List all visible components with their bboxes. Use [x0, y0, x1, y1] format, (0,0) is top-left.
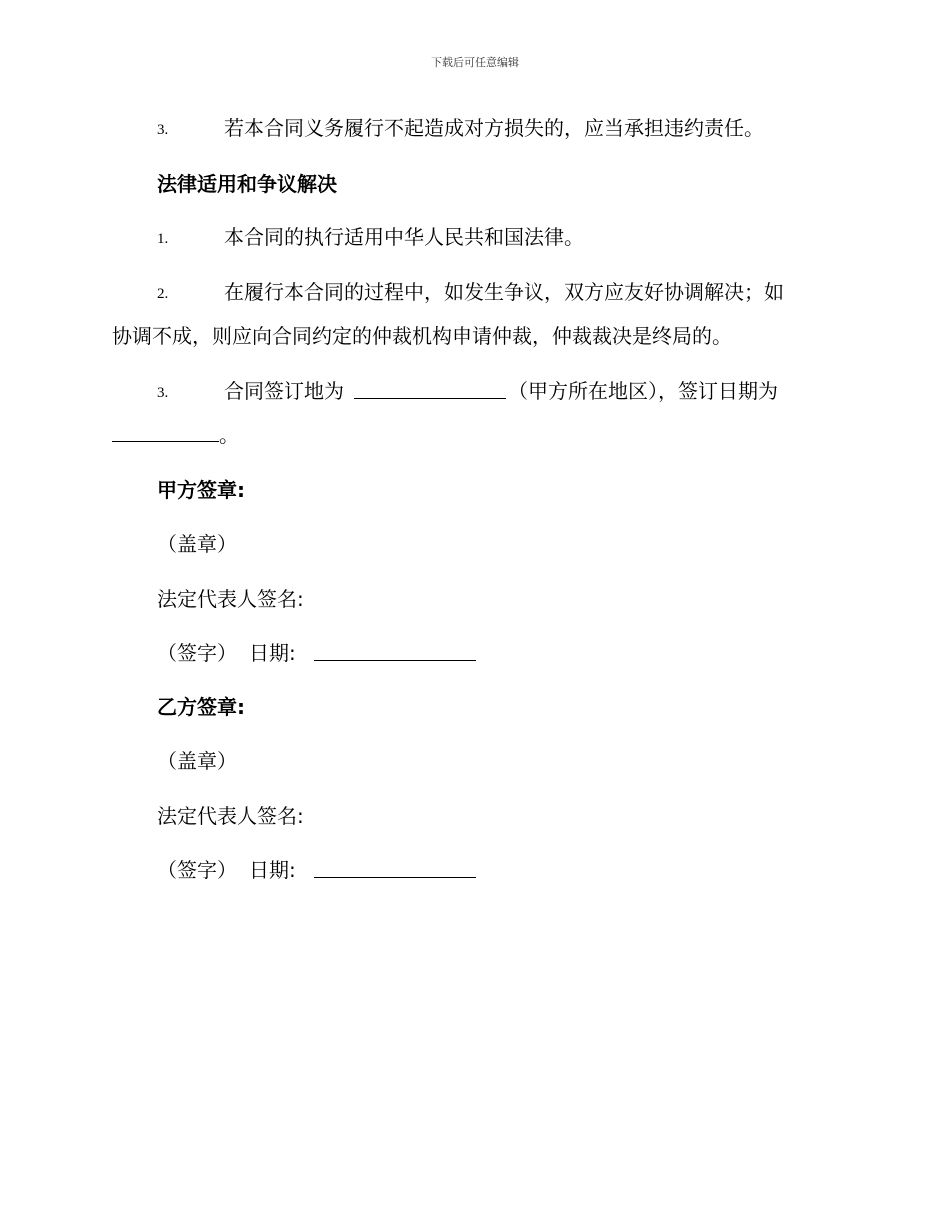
party-b-date-label: 日期:: [249, 858, 296, 882]
page-header: 下载后可任意编辑: [431, 56, 519, 69]
party-a-sign-label: （签字）: [157, 641, 237, 665]
law-item-1-text: 本合同的执行适用中华人民共和国法律。: [224, 225, 584, 249]
law-item-2-number: 2.: [157, 286, 169, 302]
section-law-title: 法律适用和争议解决: [157, 172, 337, 196]
law-item-3-text-end: 。: [219, 423, 239, 447]
party-a-title: 甲方签章:: [157, 478, 245, 502]
signing-date-blank: [112, 441, 219, 442]
party-b-seal: （盖章）: [157, 749, 237, 773]
party-b-rep-label: 法定代表人签名:: [157, 804, 304, 828]
signing-place-blank: [354, 398, 506, 399]
clause-prev-3-text: 若本合同义务履行不起造成对方损失的，应当承担违约责任。: [224, 116, 764, 140]
party-b-sign-label: （签字）: [157, 858, 237, 882]
party-b-date-blank: [314, 877, 476, 878]
law-item-2-text-line2: 协调不成，则应向合同约定的仲裁机构申请仲裁，仲裁裁决是终局的。: [112, 324, 732, 348]
clause-prev-3-number: 3.: [157, 122, 169, 138]
law-item-3-text-part2: （甲方所在地区），签订日期为: [508, 379, 778, 403]
law-item-3-number: 3.: [157, 385, 169, 401]
law-item-3-text-part1: 合同签订地为: [224, 379, 344, 403]
party-a-date-blank: [314, 660, 476, 661]
party-a-rep-label: 法定代表人签名:: [157, 587, 304, 611]
party-a-seal: （盖章）: [157, 532, 237, 556]
law-item-1-number: 1.: [157, 231, 169, 247]
party-b-title: 乙方签章:: [157, 695, 245, 719]
law-item-2-text-line1: 在履行本合同的过程中，如发生争议，双方应友好协调解决；如: [224, 280, 784, 304]
party-a-date-label: 日期:: [249, 641, 296, 665]
